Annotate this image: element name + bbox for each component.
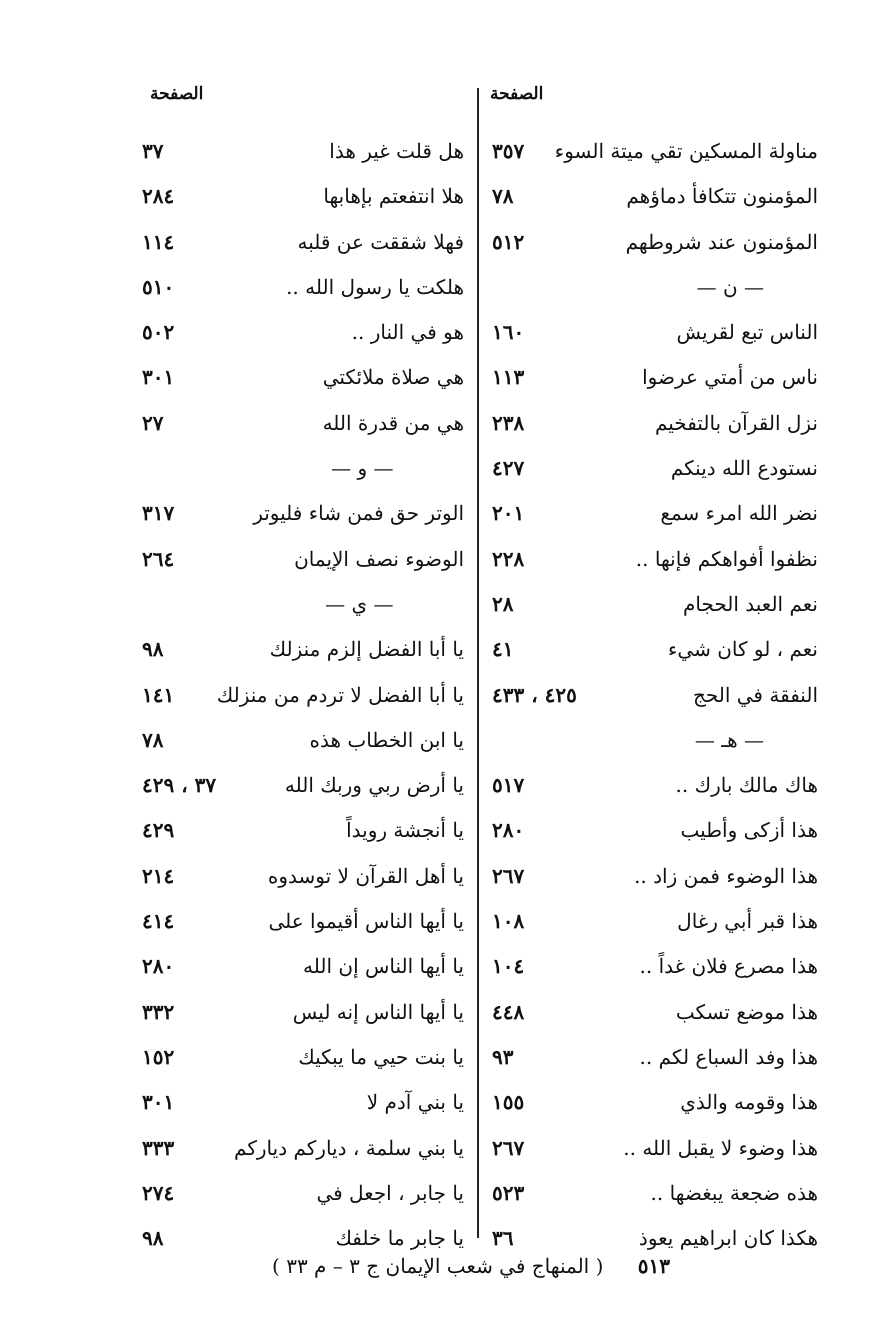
entry-page-number: ٤١٤ xyxy=(142,909,175,934)
entry-text: يا أنجشة رويداً xyxy=(346,818,464,843)
entry-page-number: ٣٣٢ xyxy=(142,999,175,1024)
entry-page-number: ٤٢٧ xyxy=(492,456,525,481)
page-footer xyxy=(130,1254,670,1278)
entry-page-number: ٤٢٥ ، ٤٣٣ xyxy=(492,682,577,707)
entry-text: هو في النار .. xyxy=(351,320,464,345)
index-section-heading xyxy=(478,723,878,768)
entry-page-number: ١٤١ xyxy=(142,682,175,707)
entry-page-number: ٢٣٨ xyxy=(492,410,525,435)
entry-text: يا أبا الفضل إلزم منزلك xyxy=(269,637,464,662)
entry-text: يا جابر ما خلفك xyxy=(335,1226,464,1251)
index-entry xyxy=(120,904,470,949)
entry-page-number: ٢٨٤ xyxy=(142,184,175,209)
entry-page-number: ٥٢٣ xyxy=(492,1180,525,1205)
entry-page-number: ٩٨ xyxy=(142,637,164,662)
entry-text: هذه ضجعة يبغضها .. xyxy=(650,1180,818,1205)
index-entry xyxy=(120,949,470,994)
entry-page-number: ٤١ xyxy=(492,637,514,662)
index-entry xyxy=(478,1131,878,1176)
index-entry xyxy=(120,1131,470,1176)
entry-page-number: ٢٨٠ xyxy=(142,954,175,979)
entry-text: يا أيها الناس إن الله xyxy=(303,954,464,979)
index-entry xyxy=(478,949,878,994)
entry-text: نظفوا أفواهكم فإنها .. xyxy=(635,546,818,571)
entry-page-number: ٢١٤ xyxy=(142,863,175,888)
entry-text: يا جابر ، اجعل في xyxy=(316,1180,464,1205)
index-entry xyxy=(120,406,470,451)
column-divider xyxy=(477,88,479,1238)
entry-page-number: ٣٦ xyxy=(492,1226,514,1251)
entry-text: هكذا كان ابراهيم يعوذ xyxy=(638,1226,818,1251)
entry-page-number: ١١٣ xyxy=(492,365,525,390)
entry-text: هلا انتفعتم بإهابها xyxy=(323,184,464,209)
index-entry xyxy=(478,768,878,813)
entry-page-number: ٢٦٤ xyxy=(142,546,175,571)
entry-text: المؤمنون عند شروطهم xyxy=(625,229,818,254)
entry-page-number: ٢٠١ xyxy=(492,501,525,526)
entry-text: يا أيها الناس إنه ليس xyxy=(292,999,464,1024)
entry-text: هذا مصرع فلان غداً .. xyxy=(639,954,818,979)
entry-page-number: ٣٠١ xyxy=(142,365,175,390)
entry-page-number: ٢٨ xyxy=(492,591,514,616)
index-entry xyxy=(120,542,470,587)
index-entry xyxy=(120,1176,470,1221)
entry-page-number: ٥٠٢ xyxy=(142,320,175,345)
entry-text: الوضوء نصف الإيمان xyxy=(294,546,464,571)
entry-text: هي صلاة ملائكتي xyxy=(322,365,464,390)
entry-page-number: ٣٥٧ xyxy=(492,139,525,163)
entry-text: يا أبا الفضل لا تردم من منزلك xyxy=(216,682,464,707)
entry-text: هذا وفد السباع لكم .. xyxy=(639,1044,818,1069)
entry-page-number: ١٦٠ xyxy=(492,320,525,345)
entry-text: هذا وضوء لا يقبل الله .. xyxy=(623,1135,818,1160)
index-entry xyxy=(478,225,878,270)
entry-text: نستودع الله دينكم xyxy=(670,456,818,481)
index-entry xyxy=(478,179,878,224)
entry-page-number: ٣٣٣ xyxy=(142,1135,175,1160)
index-entry xyxy=(478,859,878,904)
entry-text: يا بنت حيي ما يبكيك xyxy=(298,1044,464,1069)
index-entry xyxy=(478,542,878,587)
entry-text: نضر الله امرء سمع xyxy=(660,501,818,526)
entry-page-number: ٢٦٧ xyxy=(492,1135,525,1160)
entry-text: يا بني سلمة ، دياركم دياركم xyxy=(234,1135,464,1160)
entry-page-number: ١٥٥ xyxy=(492,1090,525,1115)
entry-page-number: ٧٨ xyxy=(142,727,164,752)
entry-page-number: ٣٧ xyxy=(142,139,164,163)
entry-page-number: ٢٦٧ xyxy=(492,863,525,888)
entry-page-number: ٩٨ xyxy=(142,1226,164,1251)
index-entry xyxy=(120,859,470,904)
entry-text: الوتر حق فمن شاء فليوتر xyxy=(253,501,464,526)
entry-text: هاك مالك بارك .. xyxy=(675,773,818,798)
index-section-heading xyxy=(478,270,878,315)
entry-text: يا أيها الناس أقيموا على xyxy=(268,909,464,934)
index-entry xyxy=(120,1040,470,1085)
entry-text: الناس تبع لقريش xyxy=(676,320,818,345)
entry-page-number: ٥١٠ xyxy=(142,274,175,299)
entry-text: نعم العبد الحجام xyxy=(682,591,818,616)
index-entry xyxy=(120,360,470,405)
entry-text: هذا موضع تسكب xyxy=(675,999,818,1024)
index-entry xyxy=(478,587,878,632)
entry-text: يا ابن الخطاب هذه xyxy=(309,727,464,752)
entry-page-number: ١٠٨ xyxy=(492,909,525,934)
page-number: ٥١٣ xyxy=(637,1254,670,1278)
index-rows-right xyxy=(478,134,878,1266)
index-column-right xyxy=(478,0,878,1344)
entry-text: — و — xyxy=(331,456,394,481)
index-entry xyxy=(120,225,470,270)
page-column-header: الصفحة xyxy=(490,84,544,104)
entry-text: — ي — xyxy=(325,591,394,616)
entry-text: هذا الوضوء فمن زاد .. xyxy=(634,863,818,888)
entry-text: نزل القرآن بالتفخيم xyxy=(654,410,818,435)
entry-text: هلكت يا رسول الله .. xyxy=(286,274,464,299)
entry-text: النفقة في الحج xyxy=(692,682,818,707)
entry-page-number: ٤٤٨ xyxy=(492,999,525,1024)
entry-text: هي من قدرة الله xyxy=(322,410,464,435)
index-entry xyxy=(478,1176,878,1221)
index-entry xyxy=(478,360,878,405)
entry-page-number: ٧٨ xyxy=(492,184,514,209)
entry-text: مناولة المسكين تقي ميتة السوء xyxy=(554,139,818,163)
index-rows-left xyxy=(120,134,470,1266)
entry-text: هل قلت غير هذا xyxy=(329,139,464,163)
entry-page-number: ١١٤ xyxy=(142,229,175,254)
running-title: ( المنهاج في شعب الإيمان ج ٣ – م ٣٣ ) xyxy=(272,1254,604,1278)
entry-page-number: ٣٧ ، ٤٢٩ xyxy=(142,773,217,798)
index-entry xyxy=(478,406,878,451)
entry-text: هذا وقومه والذي xyxy=(680,1090,818,1115)
entry-text: هذا قبر أبي رغال xyxy=(677,909,818,934)
index-entry xyxy=(120,270,470,315)
index-entry xyxy=(120,995,470,1040)
page-column-header: الصفحة xyxy=(150,84,204,104)
entry-page-number: ٢٧٤ xyxy=(142,1180,175,1205)
index-section-heading xyxy=(120,587,470,632)
index-entry xyxy=(120,813,470,858)
index-section-heading xyxy=(120,451,470,496)
entry-text: — هـ — xyxy=(694,727,764,752)
entry-page-number: ٥١٢ xyxy=(492,229,525,254)
index-entry xyxy=(478,632,878,677)
entry-text: فهلا شققت عن قلبه xyxy=(297,229,464,254)
entry-page-number: ٣٠١ xyxy=(142,1090,175,1115)
index-entry xyxy=(478,1085,878,1130)
entry-page-number: ٢٧ xyxy=(142,410,164,435)
index-entry xyxy=(120,678,470,723)
index-entry xyxy=(478,995,878,1040)
entry-text: ناس من أمتي عرضوا xyxy=(642,365,818,390)
index-column-left xyxy=(120,0,470,1344)
entry-page-number: ٥١٧ xyxy=(492,773,525,798)
entry-text: يا أرض ربي وربك الله xyxy=(284,773,464,798)
entry-text: المؤمنون تتكافأ دماؤهم xyxy=(626,184,818,209)
entry-page-number: ١٥٢ xyxy=(142,1044,175,1069)
index-entry xyxy=(120,315,470,360)
entry-page-number: ٩٣ xyxy=(492,1044,514,1069)
entry-text: يا بني آدم لا xyxy=(366,1090,464,1115)
index-entry xyxy=(120,179,470,224)
index-entry xyxy=(478,904,878,949)
index-entry xyxy=(120,632,470,677)
index-entry xyxy=(120,768,470,813)
index-entry xyxy=(478,496,878,541)
entry-text: — ن — xyxy=(696,274,764,299)
entry-page-number: ٤٢٩ xyxy=(142,818,175,843)
index-entry xyxy=(478,1040,878,1085)
entry-page-number: ١٠٤ xyxy=(492,954,525,979)
index-entry xyxy=(478,451,878,496)
entry-page-number: ٣١٧ xyxy=(142,501,175,526)
index-entry xyxy=(120,496,470,541)
entry-text: هذا أزكى وأطيب xyxy=(680,818,818,843)
index-entry xyxy=(478,315,878,360)
entry-page-number: ٢٢٨ xyxy=(492,546,525,571)
index-entry xyxy=(478,134,878,179)
index-entry xyxy=(478,813,878,858)
entry-page-number: ٢٨٠ xyxy=(492,818,525,843)
entry-text: يا أهل القرآن لا توسدوه xyxy=(267,863,464,888)
index-entry xyxy=(120,723,470,768)
index-entry xyxy=(120,134,470,179)
index-entry xyxy=(478,678,878,723)
index-entry xyxy=(120,1085,470,1130)
entry-text: نعم ، لو كان شيء xyxy=(668,637,818,662)
